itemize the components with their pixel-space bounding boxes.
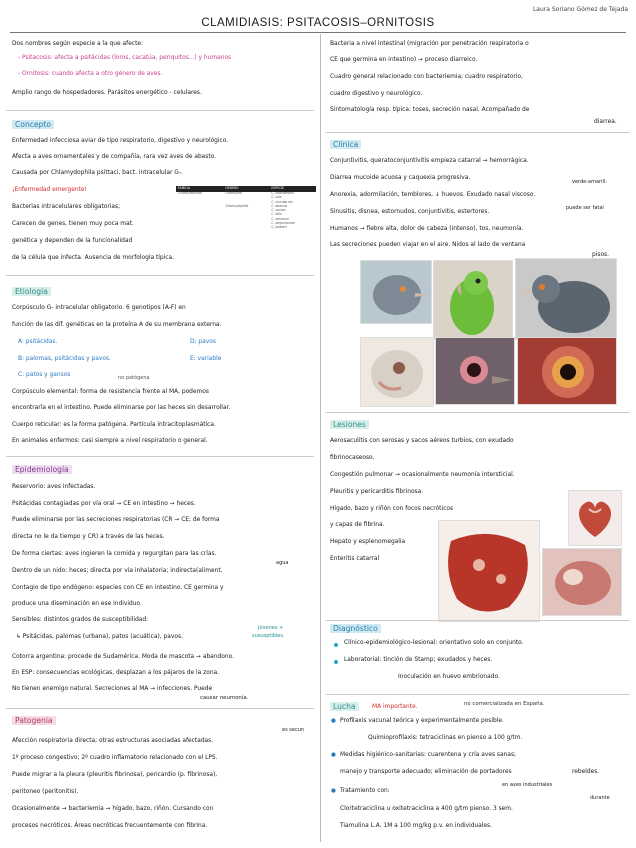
lucha-note: durante xyxy=(590,795,610,801)
lesiones-line: Enteritis catarral xyxy=(330,556,380,562)
table-row: C. pecorum xyxy=(271,216,290,221)
table-header: GÉNERO xyxy=(223,186,269,192)
diagnostico-heading: Diagnóstico xyxy=(330,624,381,633)
clinica-line: Las secreciones pueden viajar en el aire. Nidos al lado de ventana xyxy=(330,242,526,248)
section-divider xyxy=(326,620,630,621)
section-divider xyxy=(326,132,630,133)
lucha-line: rebeldes. xyxy=(572,769,600,775)
pigeon-icon xyxy=(515,258,617,340)
epidemio-line: Psitácidas contagiadas por vía oral → CE en intestino → heces. xyxy=(12,501,196,507)
table-row: C. felis xyxy=(271,212,282,217)
patogenia-heading: Patogenia xyxy=(12,716,56,725)
table-row: C. psittaci xyxy=(271,225,287,230)
epidemio-line: causar neumonía. xyxy=(200,695,249,701)
etiologia-line: Corpúsculo G- intracelular obligatorio. 6 genotipos (A-F) en xyxy=(12,305,186,311)
digestive-line: Bacteria a nivel intestinal (migración por penetración respiratoria o xyxy=(330,41,529,47)
eye-conjunctivitis-icon xyxy=(517,337,617,405)
epidemio-line: Sensibles: distintos grados de susceptibilidad: xyxy=(12,617,149,623)
bullet-icon: ● xyxy=(331,718,336,724)
lucha-line: manejo y transporte adecuado; eliminación de portadores xyxy=(340,769,512,775)
epidemio-line: Contagio de tipo endógeno: especies con CE en intestino. CE germina y xyxy=(12,585,224,591)
author-name: Laura Soriano Gómez de Tejada xyxy=(532,6,628,13)
section-divider xyxy=(326,412,630,413)
etiologia-line: En animales enfermos: casi siempre a nivel respiratorio o general. xyxy=(12,438,208,444)
table-row: C. suis xyxy=(271,195,282,200)
section-divider xyxy=(326,694,630,695)
lucha-line: Clortetraciclina u oxitetraciclina a 400 g/tm pienso. 3 sem. xyxy=(340,806,513,812)
intro-line: Amplio rango de hospedadores. Parásitos energético - celulares. xyxy=(12,90,202,96)
patogenia-line: Ocasionalmente → bacteriemia → hígado, bazo, riñón. Cursando con xyxy=(12,806,214,812)
section-divider xyxy=(6,275,314,276)
heart-lesion-icon xyxy=(568,490,622,546)
concepto-line: Afecta a aves ornamentales y de compañía, rara vez aves de abasto. xyxy=(12,154,217,160)
bullet-icon xyxy=(334,643,338,647)
concepto-heading: Concepto xyxy=(12,120,54,129)
etiologia-heading: Etiología xyxy=(12,287,51,296)
genotype-a: A: psitácidas. xyxy=(18,339,58,345)
diagnostico-line: Clínico-epidemiológico-lesional: orientativo solo en conjunto. xyxy=(344,640,524,646)
clinica-line: Conjuntivitis, queratoconjuntivitis empieza catarral → hemorrágica. xyxy=(330,158,529,164)
lucha-side-note: no comercializada en España. xyxy=(464,701,545,707)
clinica-line: Anorexia, adormilación, temblores, ↓ huevos. Exudado nasal viscoso. xyxy=(330,192,536,198)
clinica-line: Diarrea mucoide acuosa y caquexia progresiva. xyxy=(330,175,471,181)
lesiones-line: Aerosaculitis con serosas y sacos aéreos turbios, con exudado xyxy=(330,438,514,444)
chlamydia-taxonomy-table xyxy=(176,186,316,230)
intro-line: - Ornitosis: cuando afecta a otro género de aves. xyxy=(18,71,163,77)
digestive-line: CE que germina en intestino) → proceso diarreico. xyxy=(330,57,478,63)
etiologia-line: función de las dif. genéticas en la proteína A de su membrana externa. xyxy=(12,322,222,328)
concepto-line: Carecen de genes, tienen muy poca mat. xyxy=(12,221,134,227)
pigeon-head-icon xyxy=(360,260,432,324)
epidemio-line: De forma ciertas: aves ingieren la comida y regurgitan para las crías. xyxy=(12,551,217,557)
epidemio-line: No tienen enemigo natural. Secreciones al MA → infecciones. Puede xyxy=(12,686,213,692)
patogenia-line: peritoneo (peritonitis). xyxy=(12,789,79,795)
concepto-line: genética y dependen de la funcionalidad xyxy=(12,238,133,244)
genotype-c: C: patos y gansos xyxy=(18,372,71,378)
genotype-note: no patógena xyxy=(118,375,150,381)
title-underline xyxy=(10,32,626,33)
concepto-line: de la célula que infecta. Ausencia de morfología típica. xyxy=(12,255,175,261)
lesiones-line: Hígado, bazo y riñón con focos necróticos xyxy=(330,506,454,512)
lung-lesion-icon xyxy=(438,520,540,622)
table-row: Chlamydophila C. abortus xyxy=(225,203,288,208)
air-sac-lesion-icon xyxy=(542,548,622,616)
section-divider xyxy=(6,456,314,457)
column-divider xyxy=(320,34,321,842)
lesiones-line: Congestión pulmonar → ocasionalmente neumonía intersticial. xyxy=(330,472,515,478)
etiologia-line: encontrarla en el intestino. Puede eliminarse por las heces sin desarrollar. xyxy=(12,405,231,411)
epidemio-note: Jóvenes + xyxy=(258,625,284,631)
concepto-line: Bacterias intracelulares obligatorias; xyxy=(12,204,121,210)
epidemio-line: En ESP: consecuencias ecológicas, desplazan a los pájaros de la zona. xyxy=(12,670,220,676)
lesiones-line: Hepato y esplenomegalia xyxy=(330,539,406,545)
digestive-line: diarrea. xyxy=(594,119,617,125)
section-divider xyxy=(6,110,314,111)
bullet-icon xyxy=(334,660,338,664)
parrot-icon xyxy=(433,260,513,340)
epidemio-line: directa no le da tiempo y CR) a través de las heces. xyxy=(12,534,165,540)
table-row: C. muridarum xyxy=(271,199,293,204)
epidemio-note: susceptibles. xyxy=(252,633,285,639)
lucha-heading: Lucha xyxy=(330,702,359,711)
etiologia-line: Cuerpo reticular: es la forma patógena. Partícula intracitoplasmática. xyxy=(12,422,216,428)
etiologia-line: Corpúsculo elemental: forma de resistencia frente al MA, podemos xyxy=(12,389,209,395)
intro-line: Dos nombres según especie a la que afecte: xyxy=(12,41,143,47)
digestive-line: cuadro digestivo y neurológico. xyxy=(330,91,423,97)
lucha-line: Tratamiento con: xyxy=(340,788,390,794)
genotype-e: E: variable xyxy=(190,356,222,362)
table-row: C. caviae xyxy=(271,208,286,213)
bird-eye-icon xyxy=(360,337,434,407)
clinica-line: pisos. xyxy=(592,252,609,258)
patogenia-line: procesos necróticos. Áreas necróticas frecuentemente con fibrina. xyxy=(12,823,208,829)
epidemio-line: produce una diseminación en ese individuo. xyxy=(12,601,142,607)
diagnostico-line: Laboratorial: tinción de Stamp; exudados y heces. xyxy=(344,657,493,663)
patogenia-line: 1º proceso congestivo; 2º cuadro inflamatorio relacionado con el LPS. xyxy=(12,755,218,761)
patogenia-line: Puede migrar a la pleura (pleuritis fibrinosa), pericardio (p. fibrinosa), xyxy=(12,772,218,778)
lesiones-line: y capas de fibrina. xyxy=(330,522,385,528)
bullet-icon: ● xyxy=(331,752,336,758)
lesiones-line: fibrinocaseoso. xyxy=(330,455,375,461)
lucha-note: en aves industriales xyxy=(502,782,553,788)
emergent-disease-note: ¡Enfermedad emergente! xyxy=(12,187,87,193)
digestive-line: Cuadro general relacionado con bacteriemia; cuadro respiratorio, xyxy=(330,74,523,80)
clinica-heading: Clínica xyxy=(330,140,361,149)
clinica-line: Sinusitis, disnea, estornudos, conjuntivitis, estertores. xyxy=(330,209,490,215)
concepto-line: Causada por Chlamydophila psittaci, bact. intracelular G-. xyxy=(12,170,183,176)
bullet-icon: ● xyxy=(331,788,336,794)
diagnostico-line: Inoculación en huevo embrionado. xyxy=(398,674,500,680)
genotype-b: B: palomas, psitácidas y pavos. xyxy=(18,356,111,362)
epidemio-line: Dentro de un nido: heces; directa por vía inhalatoria; indirecta(aliment. xyxy=(12,568,223,574)
patogenia-line: Afección respiratoria directa; otras estructuras asociadas afectadas. xyxy=(12,738,214,744)
digestive-line: Sintomatología resp. típica: toses, secreción nasal. Acompañado de xyxy=(330,107,530,113)
epidemio-line: Cotorra argentina: procede de Sudamérica. Moda de mascota → abandono. xyxy=(12,654,234,660)
epidemio-line: Puede eliminarse por las secreciones respiratorias (CR → CE; de forma xyxy=(12,517,220,523)
lucha-line: Quimioprofilaxis: tetraciclinas en pienso a 100 g/tm. xyxy=(368,735,523,741)
patogenia-note: es secun xyxy=(282,727,305,733)
clinica-line: Humanos → fiebre alta, dolor de cabeza (intenso), tos, neumonía. xyxy=(330,226,524,232)
table-row: Chlamydiaceae Chlamydia C. trachomatis xyxy=(178,191,295,195)
concepto-line: Enfermedad infecciosa aviar de tipo respiratorio, digestivo y neurológico. xyxy=(12,138,229,144)
table-row: C. pneumoniae xyxy=(271,221,295,226)
pigeon-eye-icon xyxy=(435,337,515,405)
intro-line: - Psitacosis: afecta a psitácidas (loros, cacatúa, periquitos...) y humanos xyxy=(18,55,232,61)
epidemio-line: Reservorio: aves infectadas. xyxy=(12,484,96,490)
lucha-line: Profilaxis vacunal teórica y experimentalmente posible. xyxy=(340,718,504,724)
table-header: ESPECIE xyxy=(269,186,316,192)
page-title: CLAMIDIASIS: PSITACOSIS–ORNITOSIS xyxy=(201,17,435,29)
table-header: FAMILIA xyxy=(176,186,223,192)
lucha-line: Medidas higiénico-sanitarias: cuarentena y cría aves sanas; xyxy=(340,752,517,758)
lucha-line: Tiamulina L.A. 1M a 100 mg/kg p.v. en individuales. xyxy=(340,823,493,829)
epidemio-note: agua xyxy=(276,560,289,566)
lucha-note: MA importante. xyxy=(372,704,418,710)
lesiones-heading: Lesiones xyxy=(330,420,369,429)
genotype-d: D: pavos xyxy=(190,339,216,345)
lesiones-line: Pleuritis y pericarditis fibrinosa. xyxy=(330,489,424,495)
epidemiologia-heading: Epidemiología xyxy=(12,465,72,474)
clinica-note: verde-amarill. xyxy=(572,179,607,185)
clinica-note: puede ser fatal xyxy=(566,205,604,211)
section-divider xyxy=(6,708,314,709)
epidemio-line: ↳ Psitácidas, palomas (urbana), patos (acuática), pavos. xyxy=(16,634,183,640)
